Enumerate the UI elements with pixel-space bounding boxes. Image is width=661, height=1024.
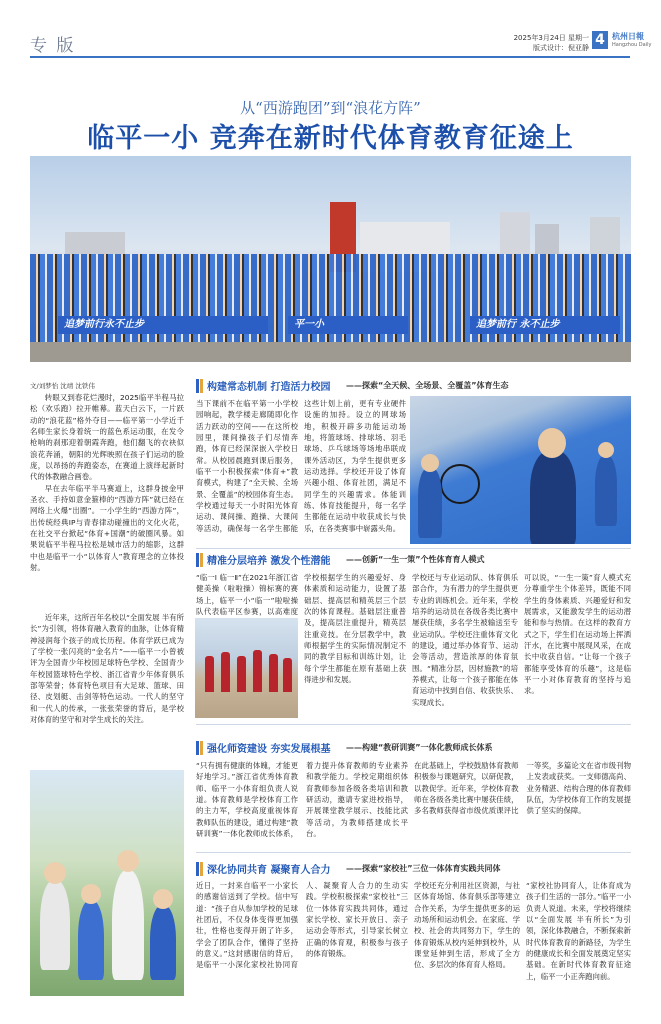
section-4-text-col2: 学校还充分利用社区资源，与社区体育场馆、体育俱乐部等建立合作关系，为学生提供更多的运动场所和运动机会。在家庭、学校、社会的共同努力下，学生的体育锻炼从校内延伸到校外，从课堂延伸到生活，形成了全方位、多层次的体育育人格局。 (414, 881, 520, 970)
section-2-text-col4: 可以说，“一生一策”育人模式充分尊重学生个体差异，既能不同学生的身体素质、兴趣爱好和发展需求，又能激发学生的运动潜能和参与热情。在这样的教育方式之下，学生们在运动场上挥洒汗水，在比赛中展现风采，在成长中收获自信。“让每一个孩子都能享受体育的乐趣”，这是临平一小对体育教育的坚持与追求。 (524, 573, 631, 696)
lead-paragraph (30, 392, 184, 610)
section-2-heading (196, 552, 631, 568)
brand-name-en: Hangzhou Daily (612, 42, 652, 48)
section-4-heading (196, 861, 631, 877)
section-2-text-col1: “临一Ⅰ 临一Ⅱ”在2021年浙江省健美操（啦啦操）锦标赛的赛场上，临平一小“临一”啦啦操队代表临平区参赛，以高难度 (196, 573, 298, 616)
byline: 文/刘梦怡 沈靖 沈铁伟 (30, 382, 95, 390)
brand-name: 杭州日報 (612, 32, 644, 41)
section-4-text-col3: “家校社协同育人，让体育成为孩子们生活的一部分。”临平一小负责人说道。未来，学校将继续以“全面发展 半有所长”为引领，深化体教融合，不断探索新时代体育教育的新路径，为学生的健康成长和全面发展奠定坚实基础。在新时代体育教育征途上，临平一小正奔跑向前。 (526, 881, 631, 981)
page-header (0, 0, 661, 62)
section-3-heading (196, 740, 631, 756)
hero-photo-marathon-crowd (30, 156, 631, 362)
section-3-subtitle: ——构建“教研训赛”一体化教师成长体系 (346, 743, 493, 752)
lead-p3: 近年来，这所百年名校以“全面发展 半有所长”为引领，将体育融入教育的血脉，让体育精神浸润每个孩子的成长历程。体育学跃已成为了学校一张闪亮的“金名片”——临平一小曾被评为全国青少年校园足球特色学校、全国青少年校园篮球特色学校、浙江省青少年体育俱乐部等荣誉；体育特色项目有大足球、篮球、田径、皮划艇、击剑等特色运动。一代人的坚守和一代人的传承，一张张荣誉的背后，是学校对体育的坚守和对学生成长的关注。 (30, 613, 184, 725)
section-4-text-col1: 近日，一封来自临平一小家长的感谢信送到了学校。信中写道：“孩子自从参加学校的足球社团后，不仅身体变得更加强壮，性格也变得开朗了许多，学会了团队合作，懂得了坚持的意义。”这封感谢信的背后，是临平一小深化家校社协同育人、凝聚育人合力的生动实践。学校积极探索“家校社”三位一体体育实践共同体，通过家长学校、家长开放日、亲子运动会等形式，引导家长树立正确的体育观，积极参与孩子的体育锻炼。 (196, 881, 408, 970)
section-2-subtitle: ——创新“一生一策”个性体育育人模式 (346, 555, 485, 564)
section-label: 专 版 (30, 36, 76, 56)
section-divider (196, 724, 631, 725)
newspaper-logo (612, 32, 651, 50)
section-3-text-col1: “只有拥有健康的体魄，才能更好地学习。”浙江省优秀体育教师、临平一小体育组负责人说道。体育教师是学校体育工作的主力军，学校高度重视体育教师队伍的建设，通过构建“教研训赛”一体化教师成长体系，着力提升体育教师的专业素养和教学能力。学校定期组织体育教师参加各级各类培训和教研活动，邀请专家进校指导，开展课堂教学展示、技能比武等活动，为教师搭建成长平台。 (196, 761, 408, 839)
headline-title: 临平一小 竞奔在新时代体育教育征途上 (87, 123, 574, 154)
lead-paragraph-continued (30, 612, 184, 742)
section-1-title: 构建常态机制 打造活力校园 (207, 382, 331, 393)
lead-p1: 转眼又到春花烂漫时，2025临平半程马拉松（欢乐跑）拉开帷幕。蓝天白云下，一片跃动的“浪花蓝”格外夺目——临平第一小学近千名师生家长身着统一的蓝色系运动服，在发令枪响的刹那迎着朝霞奔跑，他们翻飞的衣袂似浪花奔涌，朝阳的光辉映照在孩子们运动的脸庞，以昂扬的奔跑姿态，在赛道上演绎起新时代的体教融合画卷。 (30, 393, 184, 482)
section-1-heading (196, 378, 631, 394)
section-2-title: 精准分层培养 激发个性潜能 (207, 556, 331, 567)
section-1-subtitle: ——探索“全天候、全场景、全覆盖”体育生态 (346, 381, 509, 390)
date-text: 2025年3月24日 星期一 (513, 34, 589, 42)
photo-family-sports-day (30, 770, 184, 996)
section-3-title: 强化师资建设 夯实发展根基 (207, 744, 331, 755)
photo-students-tennis (410, 396, 631, 544)
section-4-subtitle: ——探索“家校社”三位一体体育实践共同体 (346, 864, 501, 873)
lead-p2: 早在去年临平半马赛道上，这群身披金甲圣衣、手持如意金箍棒的“西游方阵”就已经在网络上火爆“出圈”。一小学生的“西游方阵”，出传统经典IP与青春律动碰撞出的文化火花，在社交平台掀起“体育+国潮”的破圈风暴。如果说临平半程马拉松是城市活力的缩影，这群中也是临平一小“以体育人”教育理念的立体投射。 (30, 483, 184, 573)
page-number: 4 (592, 31, 608, 49)
banner-left: 追梦前行永不止步 (58, 316, 268, 334)
photo-cheerleading-team (195, 618, 298, 718)
section-divider (196, 852, 631, 853)
section-divider (196, 548, 631, 549)
section-3-text-col2: 在此基础上，学校鼓励体育教师积极参与课题研究，以研促教，以教促学。近年来，学校体育教师在各级各类比赛中屡获佳绩，多名教师获得省市级优质课评比一等奖，多篇论文在省市级刊物上发表或获奖。一支师德高尚、业务精湛、结构合理的体育教师队伍，为学校体育工作的发展提供了坚实的保障。 (414, 761, 631, 816)
section-4-title: 深化协同共育 凝聚育人合力 (207, 865, 331, 876)
banner-right: 追梦前行 永不止步 (470, 316, 620, 334)
headline-subtitle: 从“西游跑团”到“浪花方阵” (240, 99, 421, 117)
road-surface (30, 342, 631, 362)
section-2-text-col3: 学校还与专业运动队、体育俱乐部合作，为有潜力的学生提供更专业的训练机会。近年来，学校培养的运动员在各级各类比赛中屡获佳绩，多名学生被输送至专业运动队。学校还注重体育文化的建设，通过举办体育节、运动会等活动，营造浓厚的体育氛围。“精准分层，因材施教”的培养模式，让每一个孩子都能在体育运动中找到自信、收获快乐、实现成长。 (412, 573, 518, 707)
issue-date (497, 33, 589, 53)
editor-text: 版式设计：倪亚静 (533, 44, 589, 52)
section-2-text-col2: 学校根据学生的兴趣爱好、身体素质和运动能力，设置了基础层、提高层和精英层三个层次的体育课程。基础层注重普及，提高层注重提升，精英层注重竞技。在分层教学中，教师根据学生的实际情况制定不同的教学目标和训练计划，让每个学生都能在原有基础上获得进步和发展。 (304, 573, 406, 685)
section-1-text-col2: 这些计划上前，更有专业硬件设施的加持。设立的网球场地，积极开辟多功能运动场地，将篮球场、排球场、羽毛球场、乒乓球场等场地串联成课外活动区，为学生提供更多运动选择。学校还开设了体育兴趣小组、体育社团，满足不同学生的兴趣需求。体能训练、体育技能提升，每一名学生都能在运动中收获成长与快乐，在各类赛事中崭露头角。 (304, 399, 406, 533)
section-1-text-col1: 当下课前不在临平第一小学校园响起，教学楼走廊随即化作活力跃动的空间——在这所校园里，课间操孩子们尽情奔跑，体育已经深深嵌入学校日常。从校园晨跑到课后服务，临平一小积极探索“体育+”教育模式，构建了“全天候、全场景、全覆盖”的校园体育生态。学校通过每天一小时阳光体育运动、课间操、跑操、大课间等活动，确保每一名学生都能 (196, 399, 298, 533)
banner-middle: 平一小 (288, 316, 408, 334)
header-rule (30, 56, 630, 58)
